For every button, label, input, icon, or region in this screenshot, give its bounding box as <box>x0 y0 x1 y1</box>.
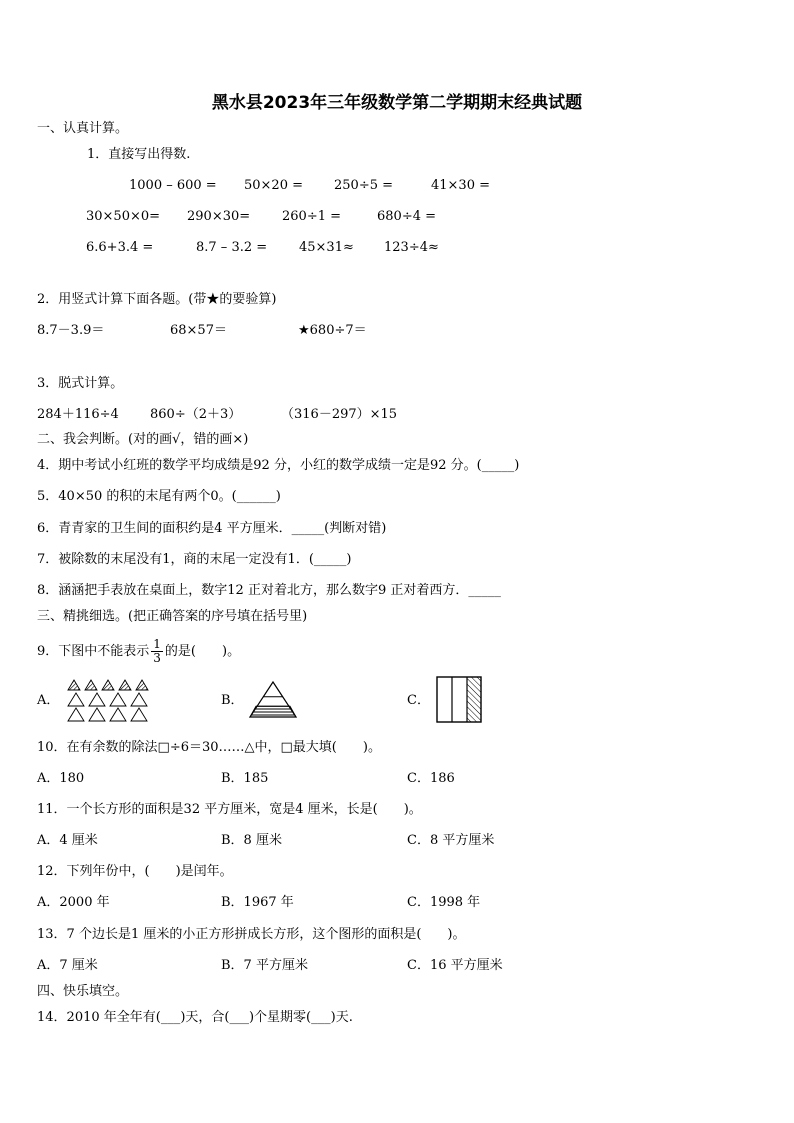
option-c: C．186 <box>407 771 455 786</box>
vertical-calc-item: ★680÷7＝ <box>298 323 367 338</box>
option-a: A．7 厘米 <box>37 958 98 973</box>
option-a: A．2000 年 <box>37 895 110 910</box>
calc-item: 260÷1 = <box>282 209 342 224</box>
calc-item: 290×30= <box>187 209 251 224</box>
section-heading-2: 二、我会判断。(对的画√，错的画×) <box>37 432 249 447</box>
option-a-label: A． <box>37 693 60 708</box>
triangle-figure-icon <box>248 681 300 719</box>
question-3-label: 3．脱式计算。 <box>37 376 124 391</box>
vertical-calc-item: 68×57＝ <box>170 323 227 338</box>
stepwise-calc-item: 284＋116÷4 <box>37 407 119 422</box>
question-9 <box>37 634 240 670</box>
option-b-label: B． <box>221 693 244 708</box>
question-12: 12．下列年份中，( )是闰年。 <box>37 864 233 879</box>
vertical-calc-item: 8.7－3.9＝ <box>37 323 105 338</box>
question-11: 11．一个长方形的面积是32 平方厘米，宽是4 厘米，长是( )。 <box>37 802 422 817</box>
judge-question: 8．涵涵把手表放在桌面上，数字12 正对着北方，那么数字9 正对着西方．_____ <box>37 583 501 598</box>
fraction-one-third: $\frac{1}{3}$ <box>153 637 161 665</box>
question-1-label: 1．直接写出得数. <box>87 147 191 162</box>
calc-item: 680÷4 = <box>377 209 437 224</box>
question-10: 10．在有余数的除法□÷6＝30……△中，□最大填( )。 <box>37 740 381 755</box>
calc-item: 1000 – 600 = <box>129 178 217 193</box>
calc-item: 6.6+3.4 = <box>86 240 154 255</box>
option-a: A．4 厘米 <box>37 833 98 848</box>
triangles-figure-icon <box>67 679 157 723</box>
stepwise-calc-item: （316－297）×15 <box>281 407 398 422</box>
calc-item: 250÷5 = <box>334 178 394 193</box>
calc-item: 50×20 = <box>244 178 304 193</box>
question-13: 13．7 个边长是1 厘米的小正方形拼成长方形，这个图形的面积是( )。 <box>37 927 466 942</box>
calc-item: 45×31≈ <box>299 240 354 255</box>
question-2-label: 2．用竖式计算下面各题。(带★的要验算) <box>37 292 277 307</box>
option-c-label: C． <box>407 693 430 708</box>
option-b: B．7 平方厘米 <box>221 958 308 973</box>
option-c: C．16 平方厘米 <box>407 958 503 973</box>
judge-question: 6．青青家的卫生间的面积约是4 平方厘米．_____(判断对错) <box>37 521 387 536</box>
section-heading-3: 三、精挑细选。(把正确答案的序号填在括号里) <box>37 609 308 624</box>
option-b: B．8 厘米 <box>221 833 282 848</box>
option-b: B．1967 年 <box>221 895 294 910</box>
option-c: C．8 平方厘米 <box>407 833 495 848</box>
calc-item: 30×50×0= <box>86 209 161 224</box>
calc-item: 8.7 – 3.2 = <box>196 240 268 255</box>
question-9-prefix: 9．下图中不能表示 <box>37 644 150 659</box>
judge-question: 4．期中考试小红班的数学平均成绩是92 分，小红的数学成绩一定是92 分。(_____) <box>37 458 520 473</box>
stepwise-calc-item: 860÷（2＋3） <box>150 407 242 422</box>
section-heading-4: 四、快乐填空。 <box>37 984 129 999</box>
option-a: A．180 <box>37 771 85 786</box>
option-b: B．185 <box>221 771 269 786</box>
calc-item: 123÷4≈ <box>384 240 439 255</box>
page-title: 黑水县2023年三年级数学第二学期期末经典试题 <box>211 93 583 113</box>
rectangle-figure-icon <box>436 676 484 724</box>
option-c: C．1998 年 <box>407 895 481 910</box>
judge-question: 7．被除数的末尾没有1，商的末尾一定没有1．(_____) <box>37 552 352 567</box>
judge-question: 5．40×50 的积的末尾有两个0。(______) <box>37 489 281 504</box>
question-9-suffix: 的是( )。 <box>164 644 241 659</box>
calc-item: 41×30 = <box>431 178 491 193</box>
question-14: 14．2010 年全年有(___)天，合(___)个星期零(___)天. <box>37 1010 353 1025</box>
section-heading-1: 一、认真计算。 <box>37 121 129 136</box>
